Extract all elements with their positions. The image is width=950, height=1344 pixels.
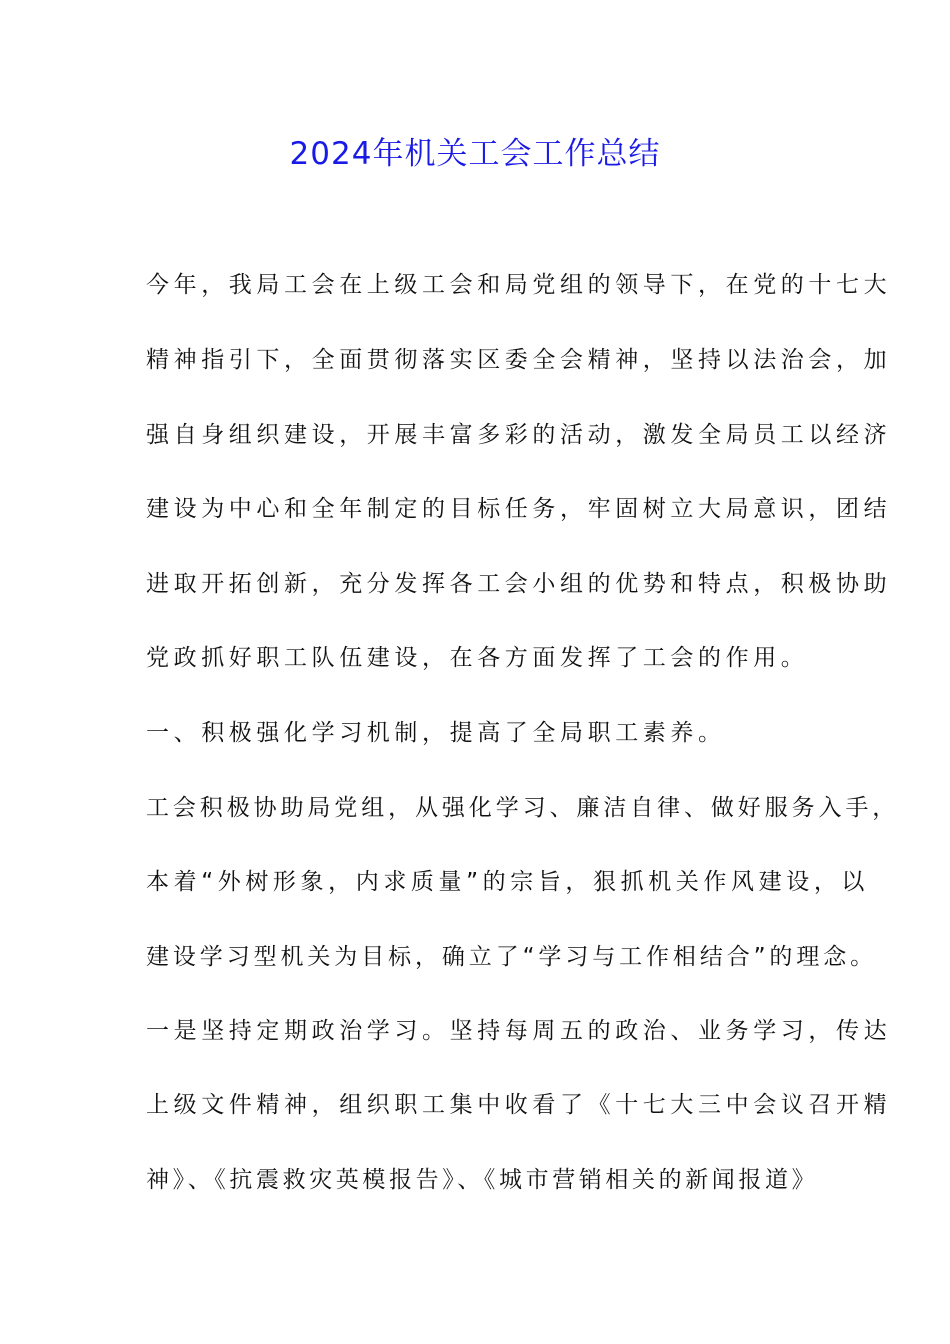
body-line: 建设学习型机关为目标，确立了“学习与工作相结合”的理念。 <box>146 944 878 970</box>
body-line: 今年，我局工会在上级工会和局党组的领导下，在党的十七大 <box>146 272 892 298</box>
body-line: 神》、《抗震救灾英模报告》、《城市营销相关的新闻报道》 <box>146 1167 819 1193</box>
body-line: 精神指引下，全面贯彻落实区委全会精神，坚持以法治会，加 <box>146 347 892 373</box>
body-line: 党政抓好职工队伍建设，在各方面发挥了工会的作用。 <box>146 645 809 671</box>
body-line: 建设为中心和全年制定的目标任务，牢固树立大局意识，团结 <box>146 496 892 522</box>
document-title: 2024年机关工会工作总结 <box>289 136 661 172</box>
body-line: 强自身组织建设，开展丰富多彩的活动，激发全局员工以经济 <box>146 422 892 448</box>
section-heading: 一、积极强化学习机制，提高了全局职工素养。 <box>146 720 726 746</box>
body-line: 进取开拓创新，充分发挥各工会小组的优势和特点，积极协助 <box>146 571 892 597</box>
body-line: 本着“外树形象，内求质量”的宗旨，狠抓机关作风建设，以 <box>146 869 870 895</box>
body-line: 一是坚持定期政治学习。坚持每周五的政治、业务学习，传达 <box>146 1018 892 1044</box>
body-line: 上级文件精神，组织职工集中收看了《十七大三中会议召开精 <box>146 1092 892 1118</box>
body-line: 工会积极协助局党组，从强化学习、廉洁自律、做好服务入手， <box>146 795 900 821</box>
